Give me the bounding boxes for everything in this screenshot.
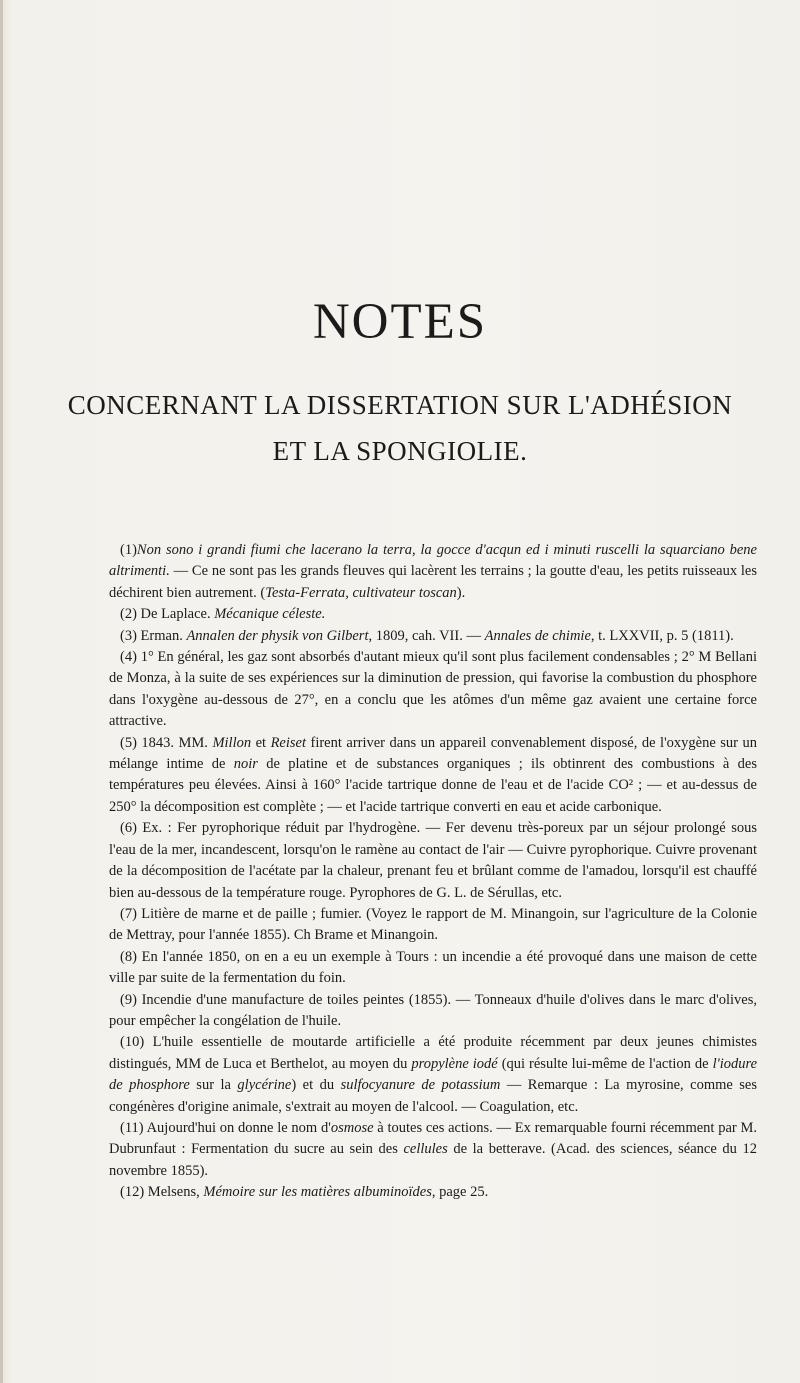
note-number: (7): [120, 905, 137, 922]
page-edge: [0, 0, 3, 1383]
note-text: Litière de marne et de paille ; fumier. (Voyez le rapport de M. Minangoin, sur l'agriculture de la Colonie de Mettray, pour l'année 1855). Ch Brame et Minangoin.: [109, 905, 757, 944]
note-text: ).: [456, 584, 466, 601]
note-italic: Annalen der physik von Gilbert: [186, 627, 369, 644]
note-italic: cellules: [403, 1141, 448, 1158]
note-text: Aujourd'hui on donne le nom d': [143, 1119, 331, 1136]
note-text: L'huile essentielle de moutarde artificielle a été produite récemment par deux jeunes chimistes distingués, MM de Luca et Berthelot, au moyen du: [109, 1034, 757, 1072]
note-italic: Testa-Ferrata, cultivateur toscan: [265, 584, 457, 601]
note-8: [109, 947, 757, 990]
note-number: (2): [120, 606, 137, 623]
note-5: [109, 733, 757, 819]
note-text: 1° En général, les gaz sont absorbés d'autant mieux qu'il sont plus facilement condensables ; 2° M Bellani de Monza, à la suite de ses expériences sur la diminution de pression, qui favorise la combustion du phosphore dans l'oxygène au-dessous de 27°, en a conclu que les atômes d'un même gaz avaient une certaine force attractive.: [109, 649, 757, 730]
note-number: (12): [120, 1184, 145, 1201]
note-text: Melsens,: [144, 1184, 204, 1201]
note-number: (9): [120, 991, 137, 1008]
subtitle-line-2: ET LA SPONGIOLIE.: [272, 436, 528, 466]
note-italic: sulfocyanure de potassium: [340, 1077, 501, 1094]
note-text: et: [251, 734, 271, 751]
note-italic: osmose: [330, 1119, 374, 1136]
note-text: , t. LXXVII, p. 5 (1811).: [590, 627, 734, 644]
note-italic: Non sono i grandi fiumi che lacerano la terra, la gocce d'acqun ed i minuti ruscelli la squarciano bene altrimenti.: [109, 542, 757, 580]
note-text: Ex. : Fer pyrophorique réduit par l'hydrogène. — Fer devenu très-poreux par un séjour prolongé sous l'eau de la mer, incandescent, lorsqu'on le ramène au contact de l'air — Cuivre pyrophorique. Cuivre provenant de la décomposition de l'acétate par la chaleur, prenant feu et brûlant comme de l'amadou, lorsqu'il est chauffé bien au-dessous de la température rouge. Pyrophores de G. L. de Sérullas, etc.: [109, 820, 757, 901]
note-text: Erman.: [136, 627, 187, 644]
note-7: [109, 904, 757, 947]
note-italic: Annales de chimie: [484, 627, 591, 644]
note-number: (3): [120, 627, 137, 644]
note-text: firent arriver dans un appareil convenablement disposé, de l'oxygène sur un mélange intime de: [109, 734, 757, 773]
note-3: [109, 626, 757, 647]
note-number: (1): [120, 542, 137, 558]
note-italic: glycérine: [237, 1077, 292, 1094]
note-text: — Ce ne sont pas les grands fleuves qui lacèrent les terrains ; la goutte d'eau, les petits ruisseaux les déchirent bien autrement. (: [109, 563, 757, 601]
note-12: [109, 1182, 757, 1203]
note-2: [109, 604, 757, 625]
note-number: (10): [120, 1034, 145, 1051]
note-6: [109, 818, 757, 904]
note-number: (8): [120, 948, 137, 965]
note-text: Incendie d'une manufacture de toiles peintes (1855). — Tonneaux d'huile d'olives dans le marc d'olives, pour empêcher la congélation de l'huile.: [109, 991, 757, 1029]
note-italic: Mécanique céleste.: [214, 606, 326, 623]
note-text: sur la: [189, 1077, 238, 1094]
note-number: (11): [120, 1119, 144, 1136]
note-11: [109, 1118, 757, 1182]
note-italic: Millon: [212, 734, 252, 751]
note-text: ) et du: [291, 1077, 341, 1094]
note-text: , page 25.: [431, 1184, 489, 1201]
page-title: NOTES: [312, 294, 488, 350]
note-9: [109, 990, 757, 1033]
note-number: (4): [120, 649, 137, 666]
note-number: (5): [120, 734, 137, 751]
note-text: 1843. MM.: [136, 734, 213, 751]
note-italic: l'iodure de phosphore: [109, 1055, 758, 1094]
note-text: à toutes ces actions. — Ex remarquable fourni récemment par M. Dubrunfaut : Fermentation du sucre au sein des: [109, 1119, 757, 1158]
note-text: — Remarque : La myrosine, comme ses congénères d'origine animale, s'extrait au moyen de l'alcool. — Coagulation, etc.: [109, 1077, 757, 1115]
note-text: De Laplace.: [136, 606, 215, 623]
notes-list: [109, 540, 757, 1204]
note-italic: propylène iodé: [411, 1055, 498, 1072]
note-text: de la betterave. (Acad. des sciences, séance du 12 novembre 1855).: [109, 1141, 757, 1179]
note-italic: noir: [233, 756, 258, 773]
note-number: (6): [120, 820, 137, 837]
note-text: , 1809, cah. VII. —: [368, 627, 485, 644]
note-10: [109, 1032, 757, 1118]
note-1: [109, 540, 757, 604]
note-4: [109, 647, 757, 733]
subtitle-line-1: CONCERNANT LA DISSERTATION SUR L'ADHÉSION: [67, 390, 733, 420]
note-italic: Mémoire sur les matières albuminoïdes: [203, 1184, 432, 1201]
note-text: (qui résulte lui-même de l'action de: [497, 1055, 713, 1072]
note-text: En l'année 1850, on en a eu un exemple à Tours : un incendie a été provoqué dans une maison de cette ville par suite de la fermentation du foin.: [109, 948, 757, 987]
note-italic: Reiset: [270, 734, 306, 751]
note-text: de platine et de substances organiques ; ils obtinrent des combustions à des températures peu élevées. Ainsi à 160° l'acide tartrique donne de l'eau et de l'acide CO² ; — et au-dessus de 250° la décomposition est complète ; — et l'acide tartrique converti en eau et acide carbonique.: [109, 756, 757, 815]
